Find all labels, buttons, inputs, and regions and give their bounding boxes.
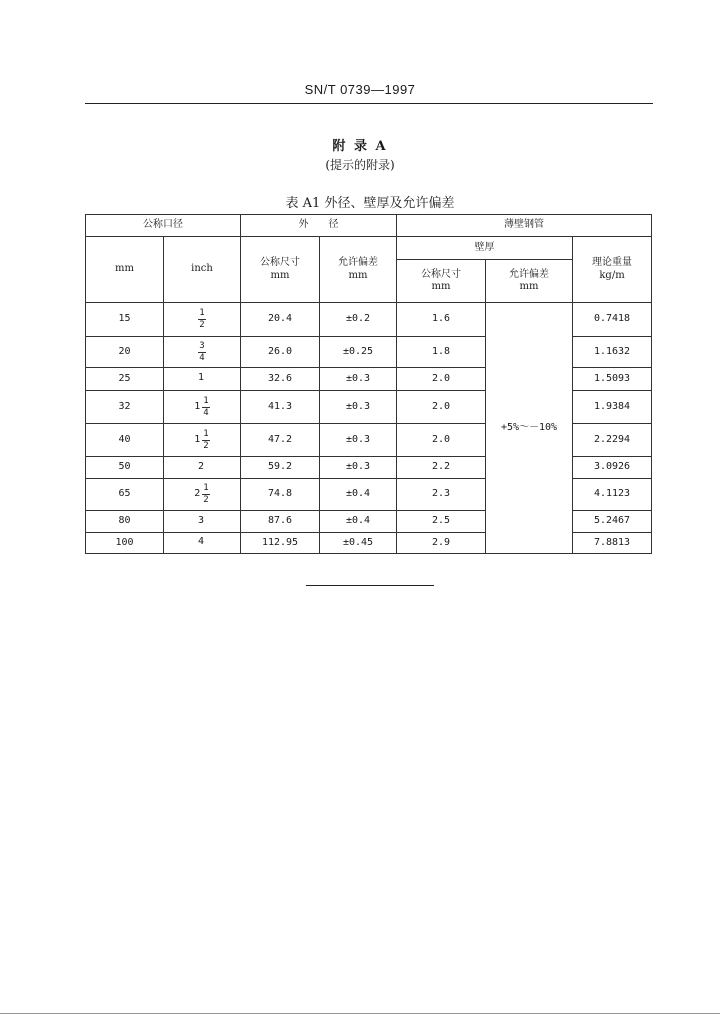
cell-mm: 32 (86, 391, 164, 424)
fraction-numerator: 3 (199, 340, 205, 351)
fraction-denominator: 2 (199, 320, 205, 330)
header-wt-nominal-unit: mm (431, 281, 451, 292)
cell-mm: 100 (86, 533, 164, 554)
cell-wall-thickness: 2.9 (397, 533, 486, 554)
cell-od: 59.2 (241, 457, 320, 479)
cell-od-tolerance: ±0.3 (320, 424, 397, 457)
cell-inch (164, 511, 241, 533)
page-bottom-line (0, 1013, 720, 1014)
cell-mm: 15 (86, 303, 164, 337)
cell-od: 20.4 (241, 303, 320, 337)
header-thin-wall-pipe: 薄壁钢管 (397, 215, 652, 237)
fraction-numerator: 1 (203, 483, 209, 493)
inch-whole: 1 (194, 400, 201, 412)
cell-od: 87.6 (241, 511, 320, 533)
cell-wall-thickness: 2.0 (397, 424, 486, 457)
table-caption: 表 A1 外径、壁厚及允许偏差 (285, 196, 455, 211)
annex-title: 附 录 A (332, 139, 388, 154)
inch-fraction (198, 342, 205, 363)
header-od-tolerance-label: 允许偏差 (338, 257, 378, 268)
cell-od: 112.95 (241, 533, 320, 554)
header-nominal-bore: 公称口径 (86, 215, 241, 237)
cell-weight: 4.1123 (573, 479, 652, 511)
header-wt-tolerance (486, 260, 573, 303)
inch-fraction (202, 484, 209, 505)
cell-od-tolerance: ±0.3 (320, 368, 397, 391)
inch-whole: 2 (197, 460, 205, 472)
cell-wall-thickness: 2.3 (397, 479, 486, 511)
cell-od-tolerance: ±0.4 (320, 511, 397, 533)
cell-inch (164, 533, 241, 554)
cell-inch (164, 479, 241, 511)
header-od-tolerance-unit: mm (348, 269, 368, 281)
cell-od-tolerance: ±0.3 (320, 457, 397, 479)
end-rule (306, 585, 434, 586)
cell-mm: 65 (86, 479, 164, 511)
cell-wall-thickness: 2.5 (397, 511, 486, 533)
fraction-denominator: 4 (203, 407, 209, 418)
cell-mm: 80 (86, 511, 164, 533)
cell-wall-thickness: 2.0 (397, 391, 486, 424)
cell-inch (164, 391, 241, 424)
cell-od: 32.6 (241, 368, 320, 391)
fraction-denominator: 2 (203, 440, 209, 451)
cell-mm: 20 (86, 337, 164, 368)
fraction-denominator: 4 (199, 352, 205, 363)
cell-od: 74.8 (241, 479, 320, 511)
header-inch: inch (164, 237, 241, 303)
cell-inch (164, 457, 241, 479)
cell-weight: 1.5093 (573, 368, 652, 391)
header-od-nominal (241, 237, 320, 303)
cell-weight: 3.0926 (573, 457, 652, 479)
cell-mm: 50 (86, 457, 164, 479)
header-od-nominal-unit: mm (270, 269, 290, 281)
header-weight-label: 理论重量 (592, 257, 633, 268)
cell-wall-thickness: 2.0 (397, 368, 486, 391)
cell-mm: 40 (86, 424, 164, 457)
cell-inch (164, 368, 241, 391)
header-wall-thickness: 壁厚 (397, 237, 573, 260)
standard-code: SN/T 0739—1997 (304, 82, 416, 97)
header-wt-nominal-label: 公称尺寸 (421, 268, 461, 280)
cell-od-tolerance: ±0.2 (320, 303, 397, 337)
cell-od-tolerance: ±0.45 (320, 533, 397, 554)
header-wt-tolerance-unit: mm (519, 281, 539, 292)
fraction-numerator: 1 (199, 308, 205, 318)
header-mm: mm (86, 237, 164, 303)
inch-fraction (198, 309, 205, 330)
header-od-nominal-label: 公称尺寸 (260, 257, 300, 268)
header-rule (85, 103, 653, 104)
cell-wall-thickness: 2.2 (397, 457, 486, 479)
header-outer-diameter: 外 径 (241, 215, 397, 237)
cell-weight: 0.7418 (573, 303, 652, 337)
cell-mm: 25 (86, 368, 164, 391)
header-weight (573, 237, 652, 303)
cell-od: 47.2 (241, 424, 320, 457)
cell-od-tolerance: ±0.25 (320, 337, 397, 368)
inch-fraction (202, 397, 209, 418)
header-od-tolerance (320, 237, 397, 303)
table-body (86, 303, 652, 554)
cell-od: 26.0 (241, 337, 320, 368)
cell-inch (164, 303, 241, 337)
fraction-numerator: 1 (203, 395, 209, 406)
dimension-table (85, 214, 652, 554)
fraction-denominator: 2 (203, 495, 209, 505)
cell-od: 41.3 (241, 391, 320, 424)
cell-weight: 1.1632 (573, 337, 652, 368)
cell-od-tolerance: ±0.4 (320, 479, 397, 511)
header-weight-unit: kg/m (599, 269, 625, 281)
cell-weight: 5.2467 (573, 511, 652, 533)
header-wt-nominal (397, 260, 486, 303)
table-row (86, 303, 652, 337)
inch-whole: 1 (194, 433, 201, 445)
cell-od-tolerance: ±0.3 (320, 391, 397, 424)
annex-subtitle: (提示的附录) (325, 158, 395, 172)
fraction-numerator: 1 (203, 428, 209, 439)
cell-inch (164, 424, 241, 457)
cell-wall-tolerance: +5%～－10% (486, 303, 573, 554)
inch-whole: 2 (194, 488, 201, 500)
inch-whole: 4 (197, 536, 205, 548)
inch-whole: 3 (197, 514, 205, 526)
header-wt-tolerance-label: 允许偏差 (509, 268, 549, 280)
cell-weight: 7.8813 (573, 533, 652, 554)
cell-wall-thickness: 1.8 (397, 337, 486, 368)
cell-weight: 2.2294 (573, 424, 652, 457)
cell-wall-thickness: 1.6 (397, 303, 486, 337)
inch-fraction (202, 430, 209, 451)
inch-whole: 1 (197, 372, 205, 384)
cell-inch (164, 337, 241, 368)
cell-weight: 1.9384 (573, 391, 652, 424)
